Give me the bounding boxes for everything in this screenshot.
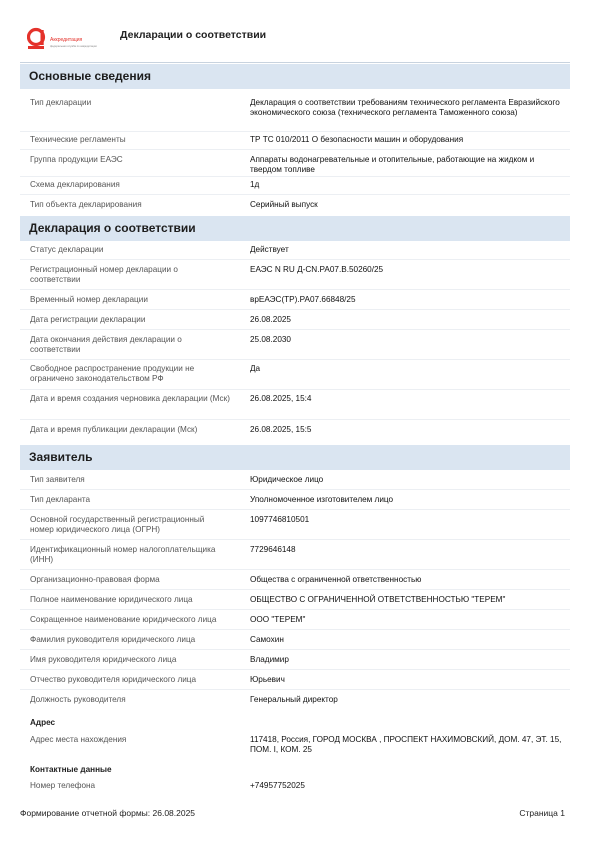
row-divider — [20, 509, 570, 510]
row-divider — [20, 329, 570, 330]
field-value: Самохин — [250, 635, 284, 644]
accreditation-logo — [27, 27, 99, 53]
row-divider — [20, 539, 570, 540]
field-label: Должность руководителя — [30, 695, 126, 704]
page-number: Страница 1 — [519, 808, 565, 818]
field-label: Дата и время публикации декларации (Мск) — [30, 425, 198, 434]
row-divider — [20, 194, 570, 195]
field-value: Действует — [250, 245, 289, 254]
svg-text:Аккредитация: Аккредитация — [50, 37, 83, 43]
field-label: Временный номер декларации — [30, 295, 148, 304]
field-label: Тип заявителя — [30, 475, 85, 484]
field-value: ЕАЭС N RU Д-CN.РА07.В.50260/25 — [250, 265, 384, 274]
field-label: Идентификационный номер налогоплательщика (ИНН) — [30, 545, 216, 565]
field-value: Декларация о соответствии требованиям технического регламента Евразийского экономического союза (технического регламента Таможенного союза) — [250, 98, 560, 118]
field-label: Адрес места нахождения — [30, 735, 127, 744]
contacts-heading: Контактные данные — [30, 765, 112, 774]
field-value: Владимир — [250, 655, 289, 664]
field-value: ОБЩЕСТВО С ОГРАНИЧЕННОЙ ОТВЕТСТВЕННОСТЬЮ "ТЕРЕМ" — [250, 595, 506, 604]
section-declaration: Декларация о соответствии — [20, 216, 570, 241]
row-divider — [20, 569, 570, 570]
field-value: +74957752025 — [250, 781, 305, 790]
field-value: 1097746810501 — [250, 515, 310, 524]
field-label: Дата окончания действия декларации о соответствии — [30, 335, 182, 355]
field-value: 7729646148 — [250, 545, 296, 554]
field-value: ТР ТС 010/2011 О безопасности машин и оборудования — [250, 135, 464, 144]
field-value: Да — [250, 364, 261, 373]
field-label: Регистрационный номер декларации о соответствии — [30, 265, 178, 285]
field-label: Дата регистрации декларации — [30, 315, 146, 324]
svg-text:федеральная служба по аккредит: федеральная служба по аккредитации — [50, 45, 97, 48]
page-title: Декларации о соответствии — [120, 29, 267, 41]
field-label: Дата и время создания черновика декларации (Мск) — [30, 394, 230, 403]
field-label: Свободное распространение продукции не ограничено законодательством РФ — [30, 364, 195, 384]
field-label: Тип декларации — [30, 98, 92, 107]
field-label: Сокращенное наименование юридического лица — [30, 615, 217, 624]
row-divider — [20, 629, 570, 630]
field-label: Тип объекта декларирования — [30, 200, 142, 209]
row-divider — [20, 389, 570, 390]
row-divider — [20, 669, 570, 670]
field-label: Технические регламенты — [30, 135, 126, 144]
field-value: 1д — [250, 180, 260, 189]
field-value: Генеральный директор — [250, 695, 338, 704]
field-label: Тип декларанта — [30, 495, 91, 504]
field-value: 117418, Россия, ГОРОД МОСКВА , ПРОСПЕКТ НАХИМОВСКИЙ, ДОМ. 47, ЭТ. 15, ПОМ. I, КОМ. 25 — [250, 735, 562, 755]
field-label: Номер телефона — [30, 781, 96, 790]
header-divider — [20, 62, 570, 63]
row-divider — [20, 649, 570, 650]
row-divider — [20, 609, 570, 610]
row-divider — [20, 259, 570, 260]
field-label: Организационно-правовая форма — [30, 575, 160, 584]
field-value: Аппараты водонагревательные и отопительные, работающие на жидком и твердом топливе — [250, 155, 535, 175]
row-divider — [20, 176, 570, 177]
report-generated-date: Формирование отчетной формы: 26.08.2025 — [20, 808, 196, 818]
field-value: 25.08.2030 — [250, 335, 291, 344]
row-divider — [20, 149, 570, 150]
field-label: Статус декларации — [30, 245, 104, 254]
field-value: Общества с ограниченной ответственностью — [250, 575, 422, 584]
field-label: Отчество руководителя юридического лица — [30, 675, 197, 684]
field-value: ООО "ТЕРЕМ" — [250, 615, 306, 624]
section-basic-info: Основные сведения — [20, 64, 570, 89]
field-label: Основной государственный регистрационный номер юридического лица (ОГРН) — [30, 515, 205, 535]
field-value: Серийный выпуск — [250, 200, 318, 209]
field-label: Группа продукции ЕАЭС — [30, 155, 123, 164]
row-divider — [20, 131, 570, 132]
row-divider — [20, 589, 570, 590]
field-value: Юридическое лицо — [250, 475, 324, 484]
field-label: Схема декларирования — [30, 180, 120, 189]
field-value: Юрьевич — [250, 675, 285, 684]
row-divider — [20, 289, 570, 290]
field-label: Полное наименование юридического лица — [30, 595, 193, 604]
row-divider — [20, 689, 570, 690]
field-value: врЕАЭС(ТР).РА07.66848/25 — [250, 295, 356, 304]
address-heading: Адрес — [30, 718, 56, 727]
section-applicant: Заявитель — [20, 445, 570, 470]
page-header — [0, 0, 595, 62]
row-divider — [20, 489, 570, 490]
row-divider — [20, 309, 570, 310]
field-value: 26.08.2025, 15:5 — [250, 425, 312, 434]
field-value: 26.08.2025 — [250, 315, 291, 324]
row-divider — [20, 419, 570, 420]
field-label: Фамилия руководителя юридического лица — [30, 635, 196, 644]
field-value: Уполномоченное изготовителем лицо — [250, 495, 394, 504]
field-label: Имя руководителя юридического лица — [30, 655, 177, 664]
field-value: 26.08.2025, 15:4 — [250, 394, 312, 403]
row-divider — [20, 359, 570, 360]
